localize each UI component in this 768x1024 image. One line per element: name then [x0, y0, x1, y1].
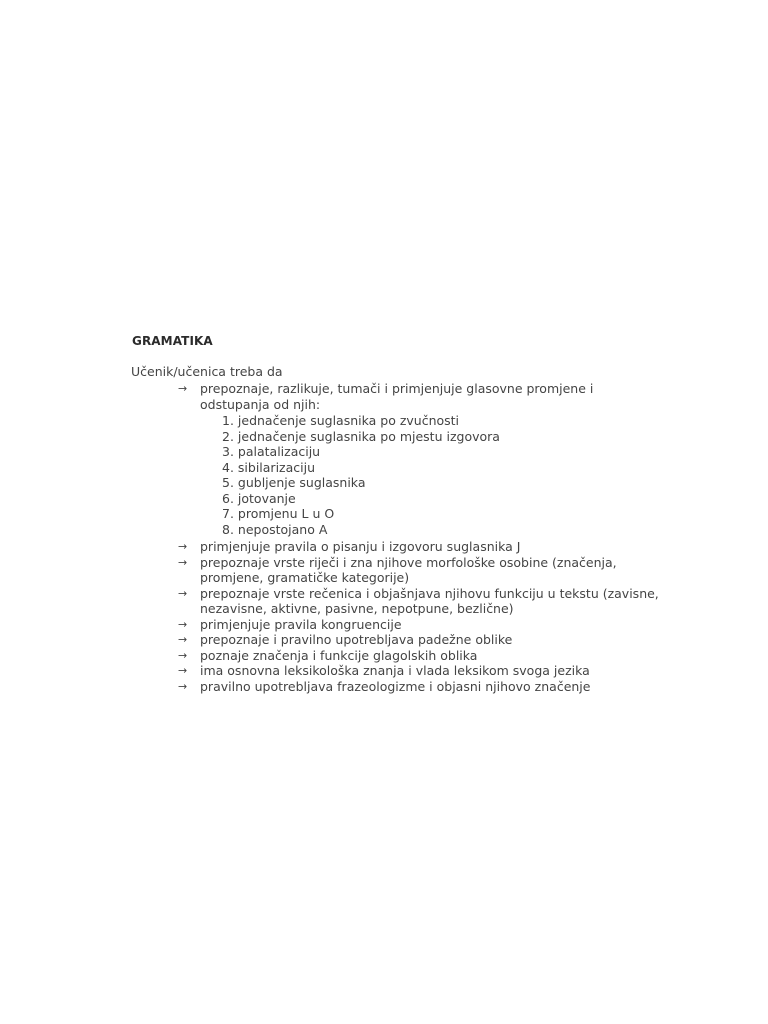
list-item-line: poznaje značenja i funkcije glagolskih oblika: [200, 648, 478, 663]
arrow-icon: →: [178, 540, 188, 553]
arrow-icon: →: [178, 633, 188, 646]
sub-list-item: 1. jednačenje suglasnika po zvučnosti: [222, 413, 460, 428]
arrow-icon: →: [178, 618, 188, 631]
section-heading: GRAMATIKA: [132, 334, 213, 348]
list-item-line: odstupanja od njih:: [200, 397, 321, 412]
list-item-line: primjenjuje pravila kongruencije: [200, 617, 402, 632]
arrow-icon: →: [178, 382, 188, 395]
sub-list-item: 5. gubljenje suglasnika: [222, 475, 366, 490]
sub-list-item: 7. promjenu L u O: [222, 506, 335, 521]
sub-list-item: 4. sibilarizaciju: [222, 460, 315, 475]
arrow-icon: →: [178, 664, 188, 677]
arrow-icon: →: [178, 680, 188, 693]
sub-list-item: 6. jotovanje: [222, 491, 296, 506]
arrow-icon: →: [178, 587, 188, 600]
sub-list-item: 3. palatalizaciju: [222, 444, 321, 459]
sub-list-item: 8. nepostojano A: [222, 522, 328, 537]
list-item-line: primjenjuje pravila o pisanju i izgovoru suglasnika J: [200, 539, 521, 554]
list-item-line: ima osnovna leksikološka znanja i vlada leksikom svoga jezika: [200, 663, 590, 678]
arrow-icon: →: [178, 556, 188, 569]
list-item-line: prepoznaje vrste riječi i zna njihove morfološke osobine (značenja,: [200, 555, 617, 570]
sub-list-item: 2. jednačenje suglasnika po mjestu izgovora: [222, 429, 500, 444]
intro-text: Učenik/učenica treba da: [131, 364, 283, 379]
list-item-line: promjene, gramatičke kategorije): [200, 570, 410, 585]
list-item-line: nezavisne, aktivne, pasivne, nepotpune, bezlične): [200, 601, 514, 616]
list-item-line: pravilno upotrebljava frazeologizme i objasni njihovo značenje: [200, 679, 591, 694]
list-item-line: prepoznaje, razlikuje, tumači i primjenjuje glasovne promjene i: [200, 381, 594, 396]
list-item-line: prepoznaje vrste rečenica i objašnjava njihovu funkciju u tekstu (zavisne,: [200, 586, 659, 601]
list-item-line: prepoznaje i pravilno upotrebljava padežne oblike: [200, 632, 513, 647]
arrow-icon: →: [178, 649, 188, 662]
